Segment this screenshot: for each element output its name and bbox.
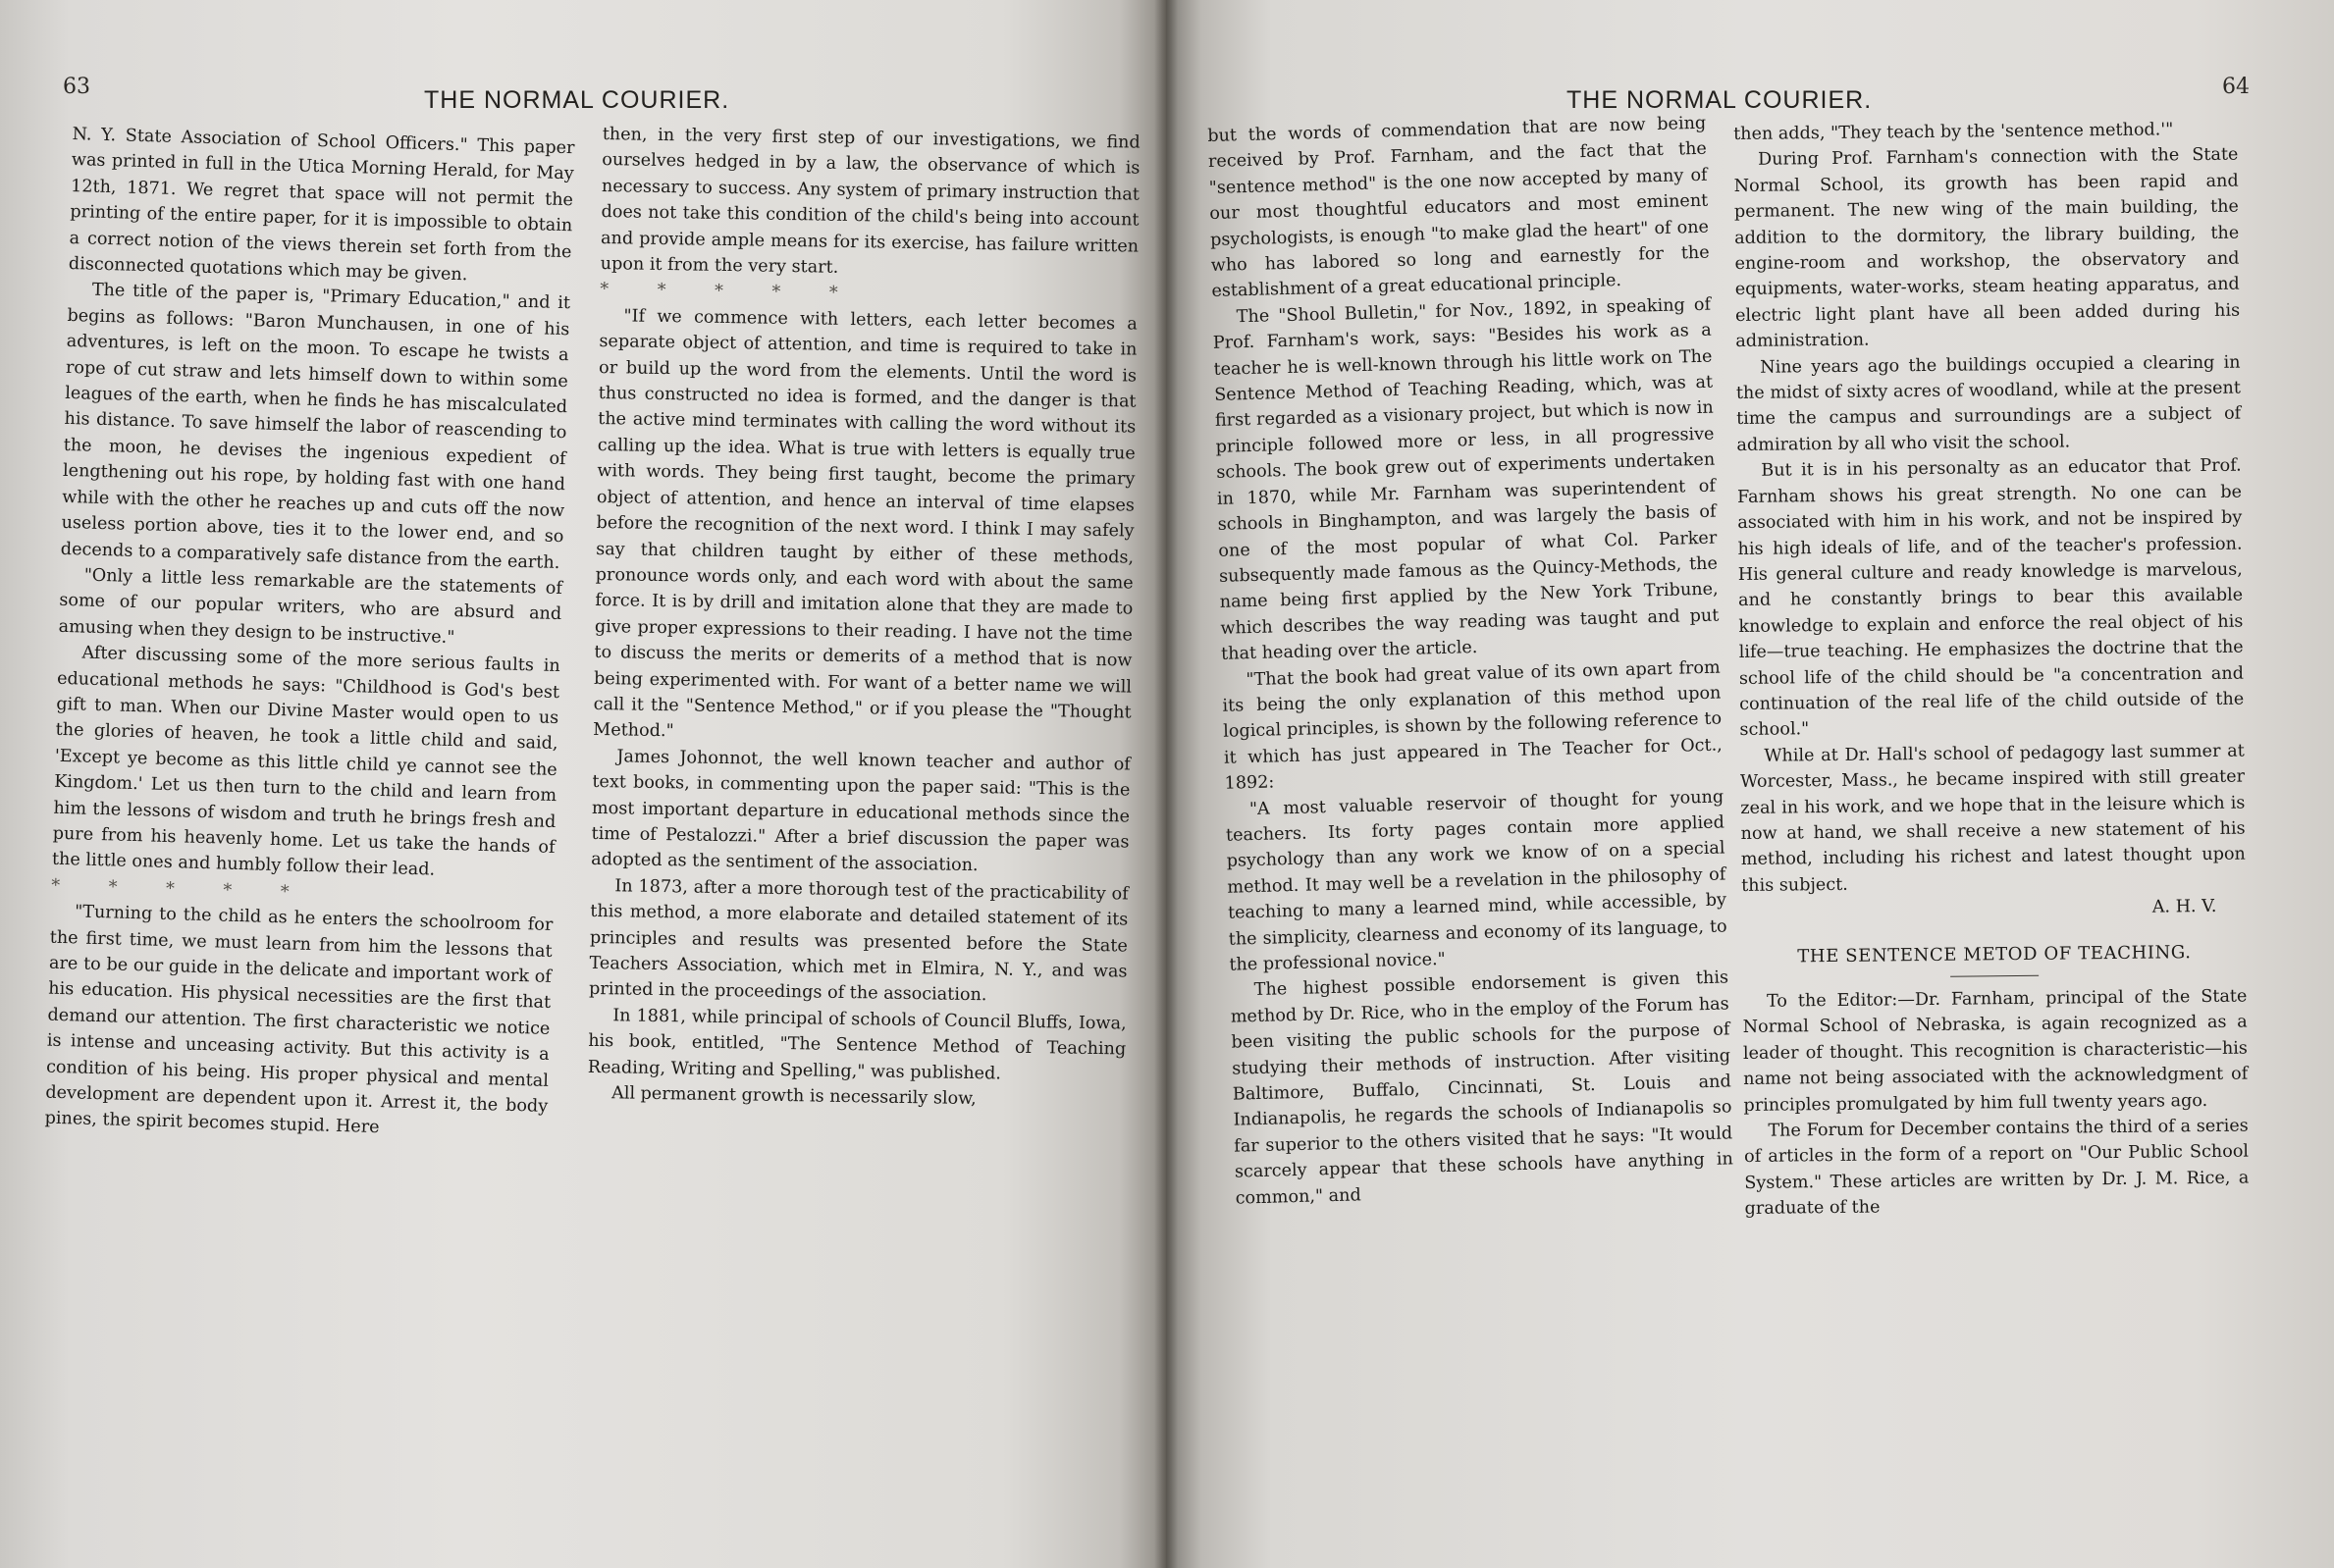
section-title: THE SENTENCE METOD OF TEACHING. [1797,941,2192,967]
paragraph: The Forum for December contains the third of a series of articles in the form of a report on "Our Public School System." These articles are written by Dr. J. M. Rice, a graduate of the [1743,1116,2250,1220]
section-stars: * * * * * [600,280,860,304]
paragraph: The title of the paper is, "Primary Education," and it begins as follows: "Baron Munchausen, in one of his adventures, is left on the moon. To escape he twists a rope of cut straw and lets himself down to within some leagues of the earth, when he finds he has miscalculated his distance. To save himself the labor of reascending to the moon, he devises the ingenious expedient of lengthening out his rope, by holding fast with one hand while with the other he reaches up and cuts off the now useless portion above, ties it to the lower end, and so decends to a comparatively safe distance from the earth. [60,281,571,573]
paragraph: then adds, "They teach by the 'sentence method.'" [1733,120,2174,144]
left-page-number: 63 [63,75,90,99]
paragraph: then, in the very first step of our investigations, we find ourselves hedged in by a law, the observance of which is necessary to success. Any system of primary instruction that does not take this condition of the child's being into account and provide ample means for its exercise, has failure written upon it from the very start. [600,124,1140,278]
right-page-number: 64 [2222,75,2250,99]
paragraph: N. Y. State Association of School Officers." This paper was printed in full in the Utica Morning Herald, for May 12th, 1871. We regret that space will not permit the printing of the entire paper, for it is impossible to obtain a correct notion of the views therein set forth from the disconnected quotations which may be given. [68,124,575,286]
left-running-head: THE NORMAL COURIER. [424,86,730,114]
paragraph: "Only a little less remarkable are the statements of some of our popular writers, who are absurd and amusing when they design to be instructive." [58,565,563,648]
paragraph: In 1881, while principal of schools of Council Bluffs, Iowa, his book, entitled, "The Sentence Method of Teaching Reading, Writing and Spelling," was published. [587,1006,1127,1084]
section-rule [1950,975,2039,977]
right-running-head: THE NORMAL COURIER. [1566,86,1873,114]
left-column-1 [44,122,575,1146]
author-initials: A. H. V. [2151,897,2217,917]
left-column-2 [587,122,1140,1115]
book-gutter [1154,0,1178,1568]
paragraph: The "Shool Bulletin," for Nov., 1892, in speaking of Prof. Farnham's work, says: "Besides his work as a teacher he is well-known through his little work on The Sentence Method of Teaching Reading, which, was at first regarded as a visionary project, but which is now in principle followed more or less, in all progressive schools. The book grew out of experiments undertaken in 1870, while Mr. Farnham was superintendent of schools in Binghampton, and was largely the basis of one of the most popular of what Col. Parker subsequently made famous as the Quincy-Methods, the name being first applied by the New York Tribune, which describes the way reading was taught and put that heading over the article. [1212,294,1720,664]
right-column-2 [1733,117,2250,1223]
paragraph: In 1873, after a more thorough test of the practicability of this method, a more elaborate and detailed statement of its principles and results was presented before the State Teachers Association, which met in Elmira, N. Y., and was printed in the proceedings of the association. [588,876,1129,1006]
paragraph: "Turning to the child as he enters the schoolroom for the first time, we must learn from him the lessons that are to be our guide in the delicate and important work of his education. His physical necessities are the first that demand our attention. The first characteristic we notice is intense and unceasing activity. But this activity is a condition of his being. His proper physical and mental development are dependent upon it. Arrest it, the body pines, the spirit becomes stupid. Here [44,902,554,1138]
right-column-1 [1207,111,1734,1212]
paragraph: Nine years ago the buildings occupied a clearing in the midst of sixty acres of woodland, while at the present time the campus and surroundings are a subject of admiration by all who visit the school. [1735,352,2242,455]
paragraph: While at Dr. Hall's school of pedagogy last summer at Worcester, Mass., he became inspired with still greater zeal in his work, and we hope that in the leisure which is now at hand, we shall receive a new statement of his method, including his richest and latest thought upon this subject. [1739,741,2246,896]
section-stars: * * * * * [50,875,311,903]
paragraph: "A most valuable reservoir of thought for young teachers. Its forty pages contain more applied psychology than any work we know of on a special method. It may well be a revelation in the philosophy of teaching to many a learned mind, while accessible, by the simplicity, clearness and economy of its language, to the professional novice." [1225,787,1727,975]
paragraph: All permanent growth is necessarily slow, [610,1083,977,1110]
paragraph: James Johonnot, the well known teacher and author of text books, in commenting upon the paper said: "This is the most important departure in educational methods since the time of Pestalozzi." After a brief discussion the paper was adopted as the sentiment of the association. [591,747,1131,876]
paragraph: "If we commence with letters, each letter becomes a separate object of attention, and time is required to take in or build up the word from the elements. Until the word is thus constructed no idea is formed, and the danger is that the active mind terminates with calling the word without its calling up the idea. What is true with letters is equally true with words. They being first taught, become the primary object of attention, and hence an interval of time elapses before the recognition of the next word. I think I may safely say that children taught by either of these methods, pronounce words only, and each word with about the same force. It is by drill and imitation alone that they are made to give proper expressions to their reading. I have not the time to discuss the merits or demerits of a method that is now being experimented with. For want of a better name we will call it the "Sentence Method," or if you please the "Thought Method." [593,306,1138,742]
left-page [0,0,1166,1568]
paragraph: After discussing some of the more serious faults in educational methods he says: "Childhood is God's best gift to man. When our Divine Master would open to us the glories of heaven, he took a little child and said, 'Except ye become as this little child ye cannot see the Kingdom.' Let us then turn to the child and learn from him the lessons of wisdom and truth he brings fresh and pure from his heavenly home. Let us take the hands of the little ones and humbly follow their lead. [51,643,560,880]
paragraph: but the words of commendation that are now being received by Prof. Farnham, and the fact that the "sentence method" is the one now accepted by many of our most thoughtful educators and most eminent psychologists, is enough "to make glad the heart" of one who has labored so long and earnestly for the establishment of a great educational principle. [1207,113,1710,302]
paragraph: To the Editor:—Dr. Farnham, principal of the State Normal School of Nebraska, is again recognized as a leader of thought. This recognition is characteristic—his name not being associated with the acknowledgment of principles promulgated by him full twenty years ago. [1742,986,2249,1116]
right-page [1166,0,2334,1568]
paragraph: "That the book had great value of its own apart from its being the only explanation of this method upon logical principles, is shown by the following reference to it which has just appeared in The Teacher for Oct., 1892: [1222,657,1724,794]
paragraph: The highest possible endorsement is given this method by Dr. Rice, who in the employ of the Forum has been visiting the public schools for the purpose of studying their methods of instruction. After visiting Baltimore, Buffalo, Cincinnati, St. Louis and Indianapolis, he regards the schools of Indianapolis so far superior to the others visited that he says: "It would scarcely appear that these schools have anything in common," and [1230,967,1734,1209]
paragraph: But it is in his personalty as an educator that Prof. Farnham shows his great strength. No one can be associated with him in his work, and not be inspired by his high ideals of life, and of the teacher's profession. His general culture and ready knowledge is marvelous, and he constantly brings to bear this available knowledge to explain and enforce the real object of his life—true teaching. He emphasizes the doctrine that the school life of the child should be "a concentration and continuation of the real life of the child outside of the school." [1736,455,2245,741]
paragraph: During Prof. Farnham's connection with the State Normal School, its growth has been rapid and permanent. The new wing of the main building, the addition to the dormitory, the library building, the engine-room and workshop, the observatory and equipments, water-works, steam heating apparatus, and electric light plant have all been added during his administration. [1733,145,2241,352]
